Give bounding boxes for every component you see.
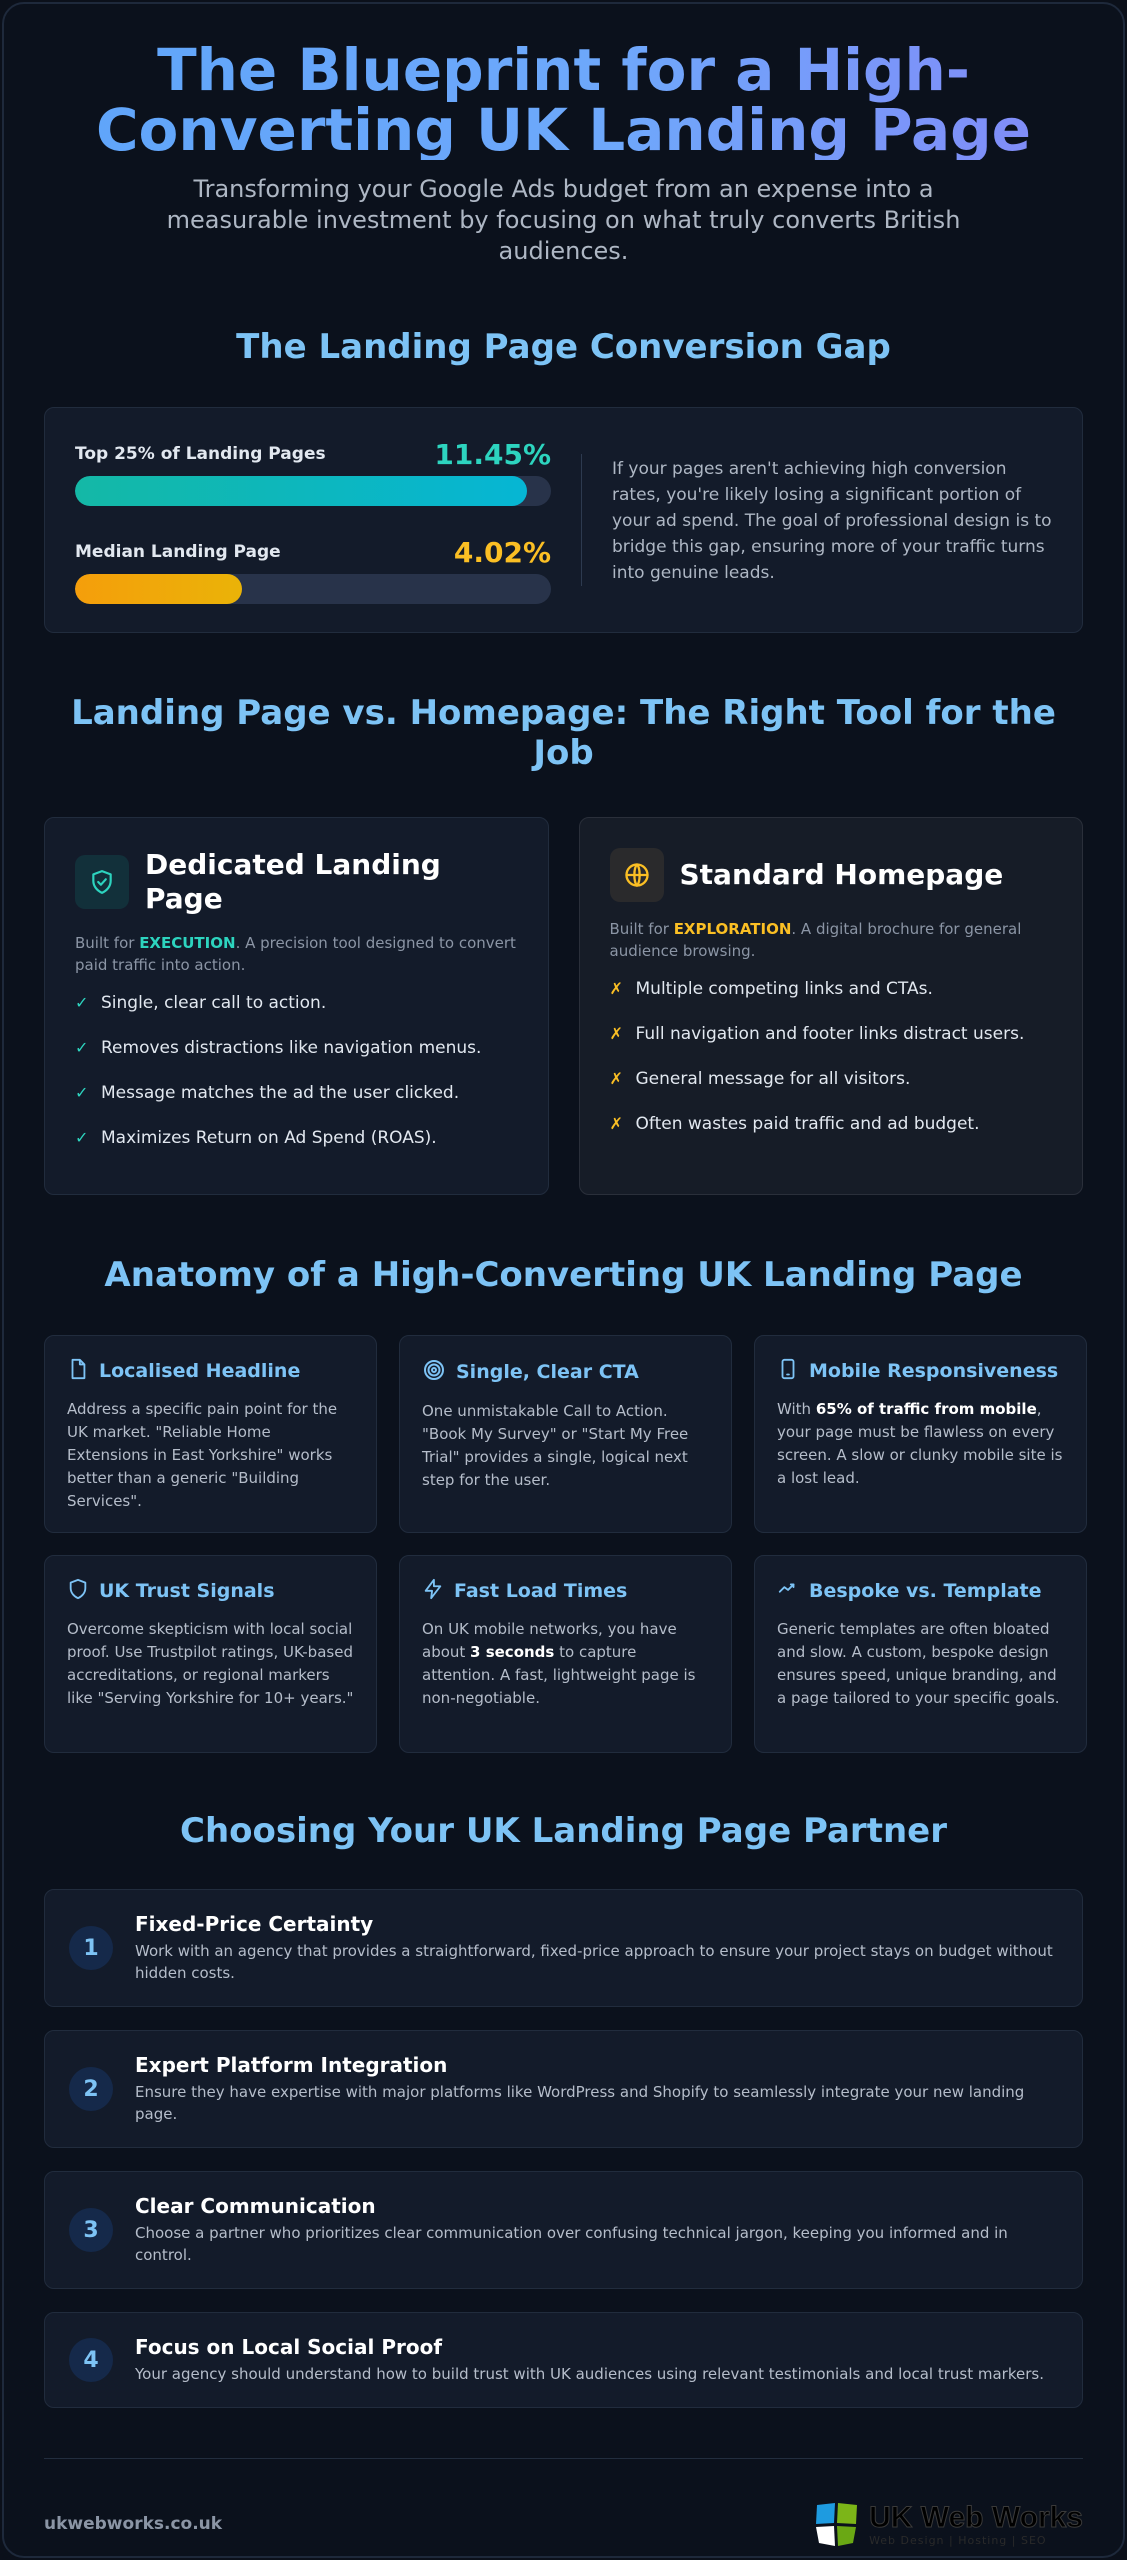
anatomy-grid (44, 1335, 1083, 1753)
progress-bar-fill (75, 574, 242, 604)
bar-row-median (75, 536, 551, 604)
anatomy-card-title: Bespoke vs. Template (809, 1580, 1042, 1602)
check-icon: ✓ (75, 1083, 89, 1102)
list-item: ✗ General message for all visitors. (609, 1069, 911, 1089)
hero (44, 4, 1083, 267)
drawback-list (610, 978, 1053, 1135)
list-item: ✗ Full navigation and footer links distract users. (609, 1024, 1025, 1044)
step-number: 1 (69, 1926, 113, 1970)
bar-value: 11.45% (434, 437, 551, 471)
anatomy-card-text: One unmistakable Call to Action. "Book My Survey" or "Start My Free Trial" provides a single, logical next step for the user. (422, 1402, 689, 1489)
gap-section-title: The Landing Page Conversion Gap (236, 327, 891, 367)
company-logo (811, 2499, 1083, 2549)
conversion-gap-card (44, 407, 1083, 633)
anatomy-card-title: UK Trust Signals (99, 1580, 275, 1602)
landing-page-card (44, 817, 549, 1195)
check-icon: ✓ (75, 1038, 89, 1057)
list-item: ✓ Message matches the ad the user clicked. (75, 1083, 460, 1103)
anatomy-card-cta (399, 1335, 732, 1533)
trend-icon (777, 1578, 799, 1604)
page-subtitle: Transforming your Google Ads budget from an expense into a measurable investment by focusing on what truly converts British audiences. (166, 175, 961, 265)
comparison-section-title: Landing Page vs. Homepage: The Right Tool for the Job (71, 693, 1056, 773)
logo-name: UK Web Works (869, 2500, 1083, 2534)
anatomy-card-text: Address a specific pain point for the UK market. "Reliable Home Extensions in East Yorkshire" works better than a generic "Building Services". (67, 1400, 338, 1510)
anatomy-card-title: Mobile Responsiveness (809, 1360, 1059, 1382)
logo-mark-icon (811, 2499, 861, 2549)
bar-label: Top 25% of Landing Pages (75, 444, 326, 464)
anatomy-card-text: With 65% of traffic from mobile, your page must be flawless on every screen. A slow or clunky mobile site is a lost lead. (777, 1400, 1063, 1487)
step-title: Focus on Local Social Proof (135, 2335, 443, 2359)
cross-icon: ✗ (609, 1024, 623, 1043)
partner-section-title: Choosing Your UK Landing Page Partner (180, 1811, 947, 1851)
shield-check-icon (75, 855, 129, 909)
cross-icon: ✗ (609, 979, 623, 998)
keyword: EXECUTION (139, 934, 236, 952)
list-item: ✓ Maximizes Return on Ad Spend (ROAS). (75, 1128, 437, 1148)
cross-icon: ✗ (609, 1114, 623, 1133)
step-title: Clear Communication (135, 2194, 376, 2218)
bar-value: 4.02% (453, 535, 551, 569)
anatomy-card-title: Single, Clear CTA (456, 1361, 639, 1383)
gap-description: If your pages aren't achieving high conversion rates, you're likely losing a significant portion of your ad spend. The goal of professional design is to bridge this gap, ensuring more of your traffic turns into genuine leads. (612, 459, 1052, 583)
list-item: ✗ Multiple competing links and CTAs. (609, 979, 933, 999)
step-item (44, 2030, 1083, 2148)
anatomy-card-title: Fast Load Times (454, 1580, 628, 1602)
card-description: Built for EXPLORATION. A digital brochure for general audience browsing. (609, 920, 1022, 960)
card-title: Standard Homepage (679, 858, 1004, 891)
card-title: Dedicated Landing Page (145, 848, 441, 915)
anatomy-card-text: On UK mobile networks, you have about 3 seconds to capture attention. A fast, lightweight page is non-negotiable. (422, 1620, 696, 1707)
step-item (44, 1889, 1083, 2007)
page-title: The Blueprint for a High-Converting UK Landing Page (84, 40, 1044, 160)
anatomy-card-title: Localised Headline (99, 1360, 301, 1382)
step-text: Work with an agency that provides a straightforward, fixed-price approach to ensure your project stays on budget without hidden costs. (135, 1942, 1053, 1982)
step-item (44, 2171, 1083, 2289)
comparison (44, 817, 1083, 1195)
list-item: ✓ Single, clear call to action. (75, 993, 327, 1013)
list-item: ✗ Often wastes paid traffic and ad budget. (609, 1114, 980, 1134)
step-number: 2 (69, 2067, 113, 2111)
globe-icon (610, 848, 664, 902)
mobile-icon (777, 1358, 799, 1384)
partner-steps (44, 1889, 1083, 2408)
step-text: Choose a partner who prioritizes clear communication over confusing technical jargon, keeping you informed and in control. (135, 2224, 1008, 2264)
footer (44, 2459, 1083, 2558)
step-text: Ensure they have expertise with major platforms like WordPress and Shopify to seamlessly integrate your new landing page. (135, 2083, 1025, 2123)
list-item: ✓ Removes distractions like navigation menus. (75, 1038, 482, 1058)
anatomy-card-trust (44, 1555, 377, 1753)
card-description: Built for EXECUTION. A precision tool designed to convert paid traffic into action. (75, 934, 516, 974)
anatomy-card-speed (399, 1555, 732, 1753)
step-number: 3 (69, 2208, 113, 2252)
keyword: EXPLORATION (673, 920, 792, 938)
benefit-list (75, 992, 518, 1149)
check-icon: ✓ (75, 993, 89, 1012)
progress-bar-track (75, 574, 551, 604)
anatomy-card-mobile (754, 1335, 1087, 1533)
step-item (44, 2312, 1083, 2408)
bar-row-top (75, 438, 551, 506)
document-icon (67, 1358, 89, 1384)
anatomy-card-text: Generic templates are often bloated and slow. A custom, bespoke design ensures speed, unique branding, and a page tailored to your specific goals. (777, 1620, 1060, 1707)
step-number: 4 (69, 2338, 113, 2382)
shield-icon (67, 1578, 89, 1604)
logo-tagline: Web Design | Hosting | SEO (869, 2533, 1047, 2547)
step-title: Expert Platform Integration (135, 2053, 448, 2077)
infographic-frame (2, 2, 1125, 2558)
progress-bar-fill (75, 476, 527, 506)
check-icon: ✓ (75, 1128, 89, 1147)
bar-label: Median Landing Page (75, 542, 281, 562)
progress-bar-track (75, 476, 551, 506)
step-text: Your agency should understand how to build trust with UK audiences using relevant testimonials and local trust markers. (135, 2365, 1044, 2383)
anatomy-section-title: Anatomy of a High-Converting UK Landing Page (104, 1255, 1023, 1295)
step-title: Fixed-Price Certainty (135, 1912, 374, 1936)
anatomy-card-text: Overcome skepticism with local social proof. Use Trustpilot ratings, UK-based accreditations, or regional markers like "Serving Yorkshire for 10+ years." (67, 1620, 354, 1707)
anatomy-card-headline (44, 1335, 377, 1533)
footer-url[interactable]: ukwebworks.co.uk (44, 2514, 223, 2534)
target-icon (422, 1358, 446, 1386)
cross-icon: ✗ (609, 1069, 623, 1088)
homepage-card (579, 817, 1084, 1195)
divider (581, 454, 582, 586)
conversion-bars (75, 438, 551, 602)
anatomy-card-bespoke (754, 1555, 1087, 1753)
lightning-icon (422, 1578, 444, 1604)
